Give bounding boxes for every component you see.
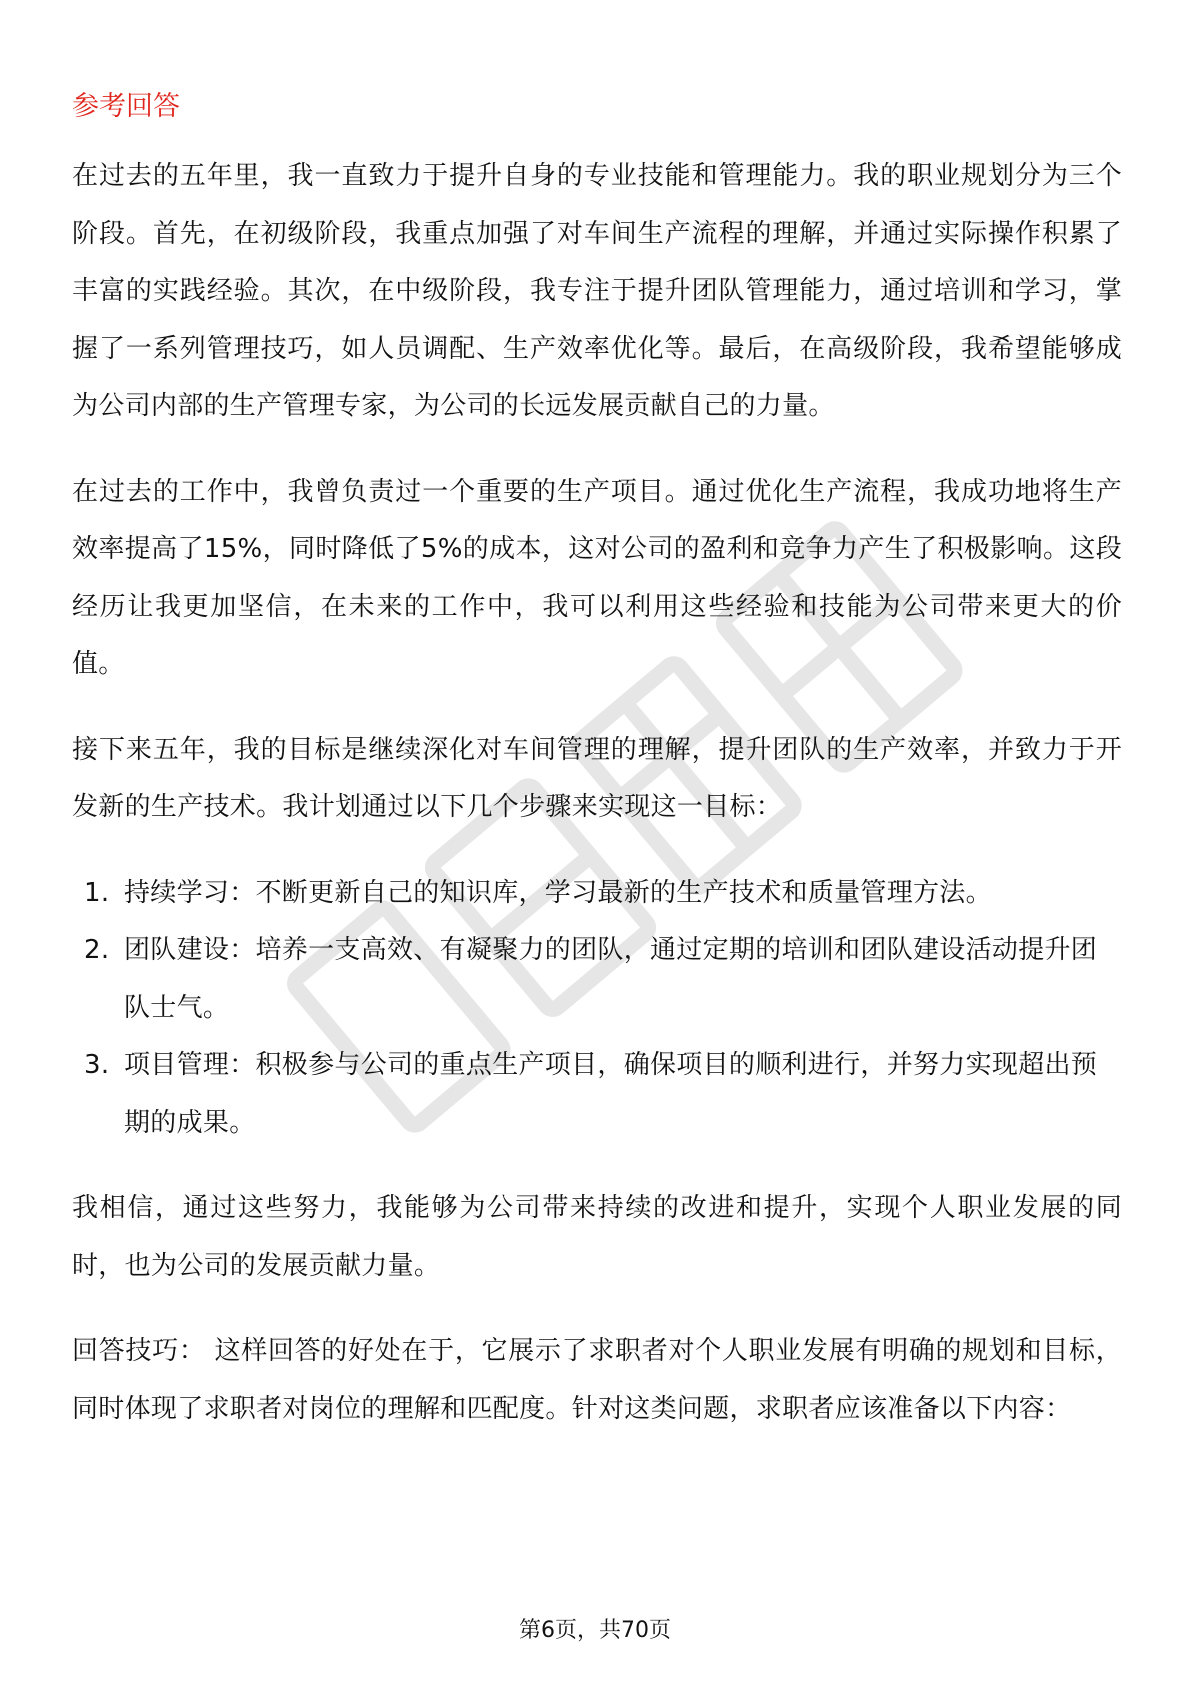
steps-list bbox=[72, 865, 1122, 1153]
paragraph-career-plan: 在过去的五年里，我一直致力于提升自身的专业技能和管理能力。我的职业规划分为三个阶段。首先，在初级阶段，我重点加强了对车间生产流程的理解，并通过实际操作积累了丰富的实践经验。其次，在中级阶段，我专注于提升团队管理能力，通过培训和学习，掌握了一系列管理技巧，如人员调配、生产效率优化等。最后，在高级阶段，我希望能够成为公司内部的生产管理专家，为公司的长远发展贡献自己的力量。 bbox=[72, 161, 1122, 421]
list-item bbox=[72, 1037, 1122, 1152]
list-item bbox=[72, 865, 1122, 923]
paragraph-past-project: 在过去的工作中，我曾负责过一个重要的生产项目。通过优化生产流程，我成功地将生产效率提高了15%，同时降低了5%的成本，这对公司的盈利和竞争力产生了积极影响。这段经历让我更加坚信，在未来的工作中，我可以利用这些经验和技能为公司带来更大的价值。 bbox=[72, 476, 1122, 679]
page-number: 第6页，共70页 bbox=[519, 1618, 671, 1643]
paragraph-answer-tips: 回答技巧： 这样回答的好处在于，它展示了求职者对个人职业发展有明确的规划和目标，同时体现了求职者对岗位的理解和匹配度。针对这类问题，求职者应该准备以下内容： bbox=[72, 1336, 1122, 1424]
list-item-number: 3. bbox=[84, 1050, 110, 1080]
list-item-number: 2. bbox=[84, 935, 110, 965]
section-title: 参考回答 bbox=[72, 91, 180, 122]
list-item-text: 项目管理：积极参与公司的重点生产项目，确保项目的顺利进行，并努力实现超出预期的成果。 bbox=[124, 1050, 1098, 1138]
list-item-text: 持续学习：不断更新自己的知识库，学习最新的生产技术和质量管理方法。 bbox=[124, 877, 992, 908]
document-page bbox=[72, 80, 1122, 1466]
paragraph-five-year-goal: 接下来五年，我的目标是继续深化对车间管理的理解，提升团队的生产效率，并致力于开发新的生产技术。我计划通过以下几个步骤来实现这一目标： bbox=[72, 734, 1122, 822]
list-item-text: 团队建设：培养一支高效、有凝聚力的团队，通过定期的培训和团队建设活动提升团队士气。 bbox=[124, 935, 1098, 1023]
list-item-number: 1. bbox=[84, 877, 110, 908]
paragraph-conclusion: 我相信，通过这些努力，我能够为公司带来持续的改进和提升，实现个人职业发展的同时，也为公司的发展贡献力量。 bbox=[72, 1193, 1122, 1281]
list-item bbox=[72, 922, 1122, 1037]
